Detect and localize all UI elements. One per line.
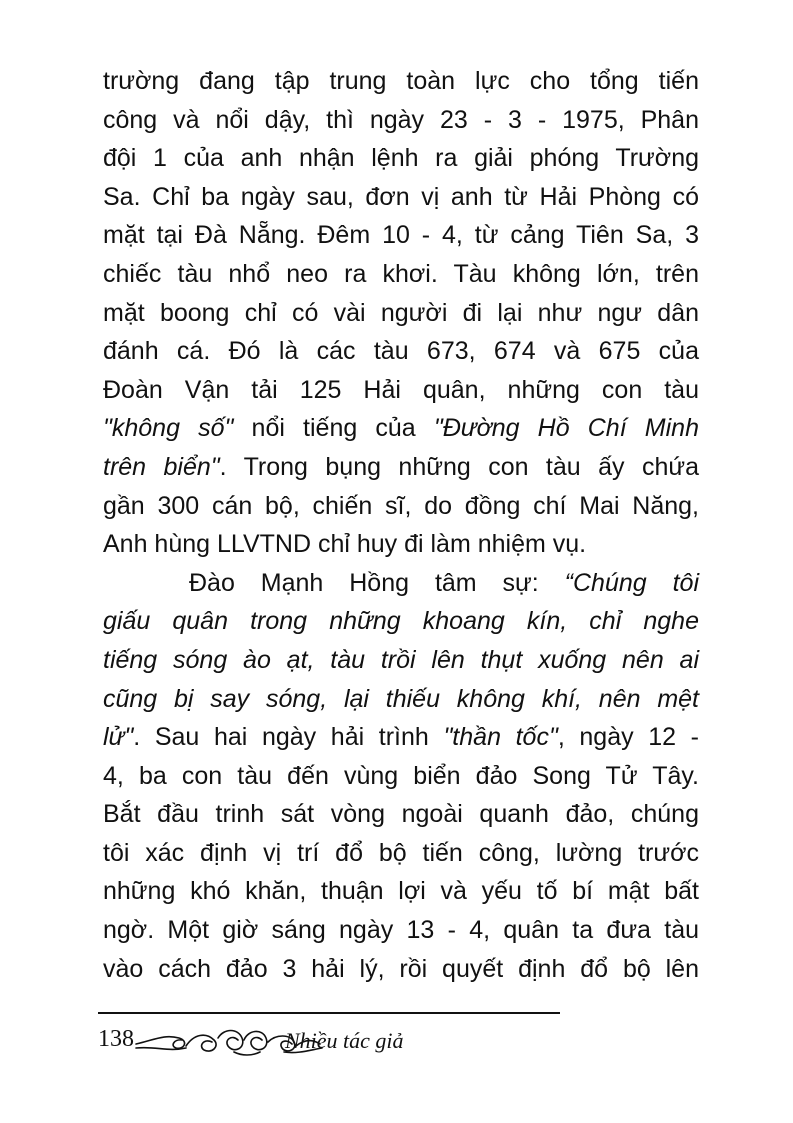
page-footer — [98, 1012, 568, 1062]
text-line — [103, 448, 699, 487]
text-line — [103, 718, 699, 757]
text-line: đánh cá. Đó là các tàu 673, 674 và 675 của — [103, 337, 699, 366]
quote-end: lử" — [103, 723, 134, 752]
text-span: . Trong bụng những con tàu ấy chứa — [219, 452, 699, 481]
footer-divider — [98, 1012, 560, 1014]
text-line: những khó khăn, thuận lợi và yếu tố bí mật bất — [103, 877, 699, 906]
quote-line: tiếng sóng ào ạt, tàu trồi lên thụt xuống nên ai — [103, 645, 699, 674]
text-span: , ngày 12 - — [557, 723, 699, 752]
text-line — [103, 409, 699, 448]
quote-line: giấu quân trong những khoang kín, chỉ nghe — [103, 607, 699, 636]
text-line: đội 1 của anh nhận lệnh ra giải phóng Trường — [103, 144, 699, 173]
text-line: Sa. Chỉ ba ngày sau, đơn vị anh từ Hải Phòng có — [103, 182, 699, 211]
text-span: Đào Mạnh Hồng tâm sự: — [189, 568, 565, 597]
text-line: gần 300 cán bộ, chiến sĩ, do đồng chí Mai Năng, — [103, 491, 699, 520]
text-line: 4, ba con tàu đến vùng biển đảo Song Tử Tây. — [103, 761, 699, 790]
text-line: vào cách đảo 3 hải lý, rồi quyết định đổ bộ lên — [103, 954, 699, 983]
text-span: . Sau hai ngày hải trình — [133, 723, 444, 752]
text-line: công và nổi dậy, thì ngày 23 - 3 - 1975, Phân — [103, 105, 699, 134]
quoted-phrase: "Đường Hồ Chí Minh — [433, 414, 699, 443]
quote-line: cũng bị say sóng, lại thiếu không khí, nên mệt — [103, 684, 699, 713]
quote-start: “Chúng tôi — [564, 568, 699, 597]
text-line: mặt tại Đà Nẵng. Đêm 10 - 4, từ cảng Tiên Sa, 3 — [103, 221, 699, 250]
quoted-phrase: trên biển" — [103, 452, 220, 481]
text-line: ngờ. Một giờ sáng ngày 13 - 4, quân ta đưa tàu — [103, 916, 699, 945]
text-line: trường đang tập trung toàn lực cho tổng tiến — [103, 67, 699, 95]
text-line: tôi xác định vị trí đổ bộ tiến công, lường trước — [103, 838, 699, 867]
text-line: Anh hùng LLVTND chỉ huy đi làm nhiệm vụ. — [103, 530, 587, 559]
text-line: Đoàn Vận tải 125 Hải quân, những con tàu — [103, 375, 699, 404]
quoted-phrase: "thần tốc" — [443, 723, 558, 752]
body-text — [103, 62, 699, 988]
footer-author: Nhiều tác giả — [285, 1028, 404, 1053]
text-line: Bắt đầu trinh sát vòng ngoài quanh đảo, chúng — [103, 800, 699, 829]
text-span: nổi tiếng của — [233, 414, 434, 443]
text-line: mặt boong chỉ có vài người đi lại như ngư dân — [103, 298, 699, 327]
text-line: chiếc tàu nhổ neo ra khơi. Tàu không lớn, trên — [103, 259, 699, 288]
text-line — [103, 564, 699, 603]
quoted-phrase: "không số" — [103, 414, 234, 443]
page-number: 138 — [98, 1026, 134, 1052]
